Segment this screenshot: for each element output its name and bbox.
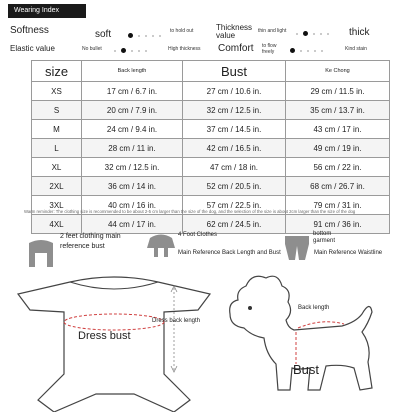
size-table [31, 60, 390, 234]
garment-outline [18, 277, 210, 412]
size-reminder-note: Warm reminder: The clothing size is recommended to be about 2-5 cm larger than the size of the dog, and the selection of the size is about 2cm larger than the size of the dog [24, 209, 356, 214]
softness-value: soft [95, 29, 112, 40]
back-length-label: Back length [298, 305, 330, 311]
cell-ke: 43 cm / 17 in. [286, 120, 390, 139]
cell-bust: 47 cm / 18 in. [183, 158, 286, 177]
wearing-index-badge: Wearing Index [8, 4, 86, 18]
bottom-garment-icon [283, 232, 311, 262]
elastic-scale-end: High thickness [168, 46, 201, 52]
table-row [32, 101, 390, 120]
four-foot-reference-text: Main Reference Back Length and Bust [178, 250, 281, 256]
two-feet-garment-icon [27, 237, 55, 269]
cell-ke: 49 cm / 19 in. [286, 139, 390, 158]
dog-outline-diagram [222, 272, 394, 402]
cell-back: 40 cm / 16 in. [82, 196, 183, 215]
thickness-scale-start: thin and light [258, 28, 287, 34]
cell-bust: 57 cm / 22.5 in. [183, 196, 286, 215]
dress-bust-label: Dress bust [78, 330, 131, 342]
cell-size: 4XL [32, 215, 82, 234]
cell-back: 17 cm / 6.7 in. [82, 82, 183, 101]
size-table-header [32, 61, 390, 82]
elastic-label: Elastic value [10, 44, 55, 53]
cell-back: 20 cm / 7.9 in. [82, 101, 183, 120]
elastic-level-marker [121, 48, 126, 53]
cell-back: 36 cm / 14 in. [82, 177, 183, 196]
header-bust: Bust [183, 61, 286, 82]
table-row [32, 177, 390, 196]
cell-ke: 56 cm / 22 in. [286, 158, 390, 177]
dress-bust-marker [64, 314, 164, 330]
cell-bust: 27 cm / 10.6 in. [183, 82, 286, 101]
table-row [32, 158, 390, 177]
elastic-scale-start: No bullet [82, 46, 102, 52]
thickness-level-marker [303, 31, 308, 36]
cell-ke: 68 cm / 26.7 in. [286, 177, 390, 196]
softness-scale [128, 33, 161, 38]
table-row [32, 139, 390, 158]
cell-ke: 79 cm / 31 in. [286, 196, 390, 215]
cell-back: 24 cm / 9.4 in. [82, 120, 183, 139]
garment-neckline [70, 282, 158, 289]
dress-back-length-label: Dress back length [152, 318, 201, 324]
cell-ke: 91 cm / 36 in. [286, 215, 390, 234]
cell-back: 44 cm / 17 in. [82, 215, 183, 234]
cell-back: 32 cm / 12.5 in. [82, 158, 183, 177]
softness-label: Softness [10, 25, 49, 36]
cell-back: 28 cm / 11 in. [82, 139, 183, 158]
back-length-marker [298, 322, 344, 328]
cell-size: L [32, 139, 82, 158]
bottom-legend-text: bottom garment [313, 231, 336, 244]
thickness-value: thick [349, 27, 370, 38]
header-back-length: Back length [82, 61, 183, 82]
four-foot-legend-text: 4 Foot Clothes [178, 232, 218, 238]
cell-size: S [32, 101, 82, 120]
softness-scale-end: to hold out [170, 28, 194, 34]
header-size: size [32, 61, 82, 82]
table-row [32, 82, 390, 101]
cell-size: XS [32, 82, 82, 101]
header-ke-chong: Ke Chong [286, 61, 390, 82]
garment-outline-diagram [14, 274, 214, 412]
elastic-scale [114, 48, 147, 53]
comfort-scale-start: to flow freely [262, 43, 277, 55]
table-row [32, 120, 390, 139]
comfort-label: Comfort [218, 43, 254, 54]
bottom-reference-text: Main Reference Waistline [314, 250, 383, 256]
dog-eye-icon [248, 306, 252, 310]
cell-ke: 29 cm / 11.5 in. [286, 82, 390, 101]
cell-bust: 37 cm / 14.5 in. [183, 120, 286, 139]
cell-bust: 42 cm / 16.5 in. [183, 139, 286, 158]
cell-size: XL [32, 158, 82, 177]
cell-size: M [32, 120, 82, 139]
thickness-label: Thickness value [216, 23, 253, 40]
four-foot-garment-icon [146, 230, 176, 260]
cell-size: 3XL [32, 196, 82, 215]
two-feet-legend-text: 2 feet clothing main reference bust [60, 233, 121, 250]
comfort-scale [290, 48, 323, 53]
cell-ke: 35 cm / 13.7 in. [286, 101, 390, 120]
comfort-scale-end: Kind stain [345, 46, 367, 52]
comfort-level-marker [290, 48, 295, 53]
cell-size: 2XL [32, 177, 82, 196]
softness-level-marker [128, 33, 133, 38]
cell-bust: 32 cm / 12.5 in. [183, 101, 286, 120]
bust-label: Bust [293, 362, 320, 377]
cell-bust: 62 cm / 24.5 in. [183, 215, 286, 234]
thickness-scale [296, 31, 329, 36]
cell-bust: 52 cm / 20.5 in. [183, 177, 286, 196]
